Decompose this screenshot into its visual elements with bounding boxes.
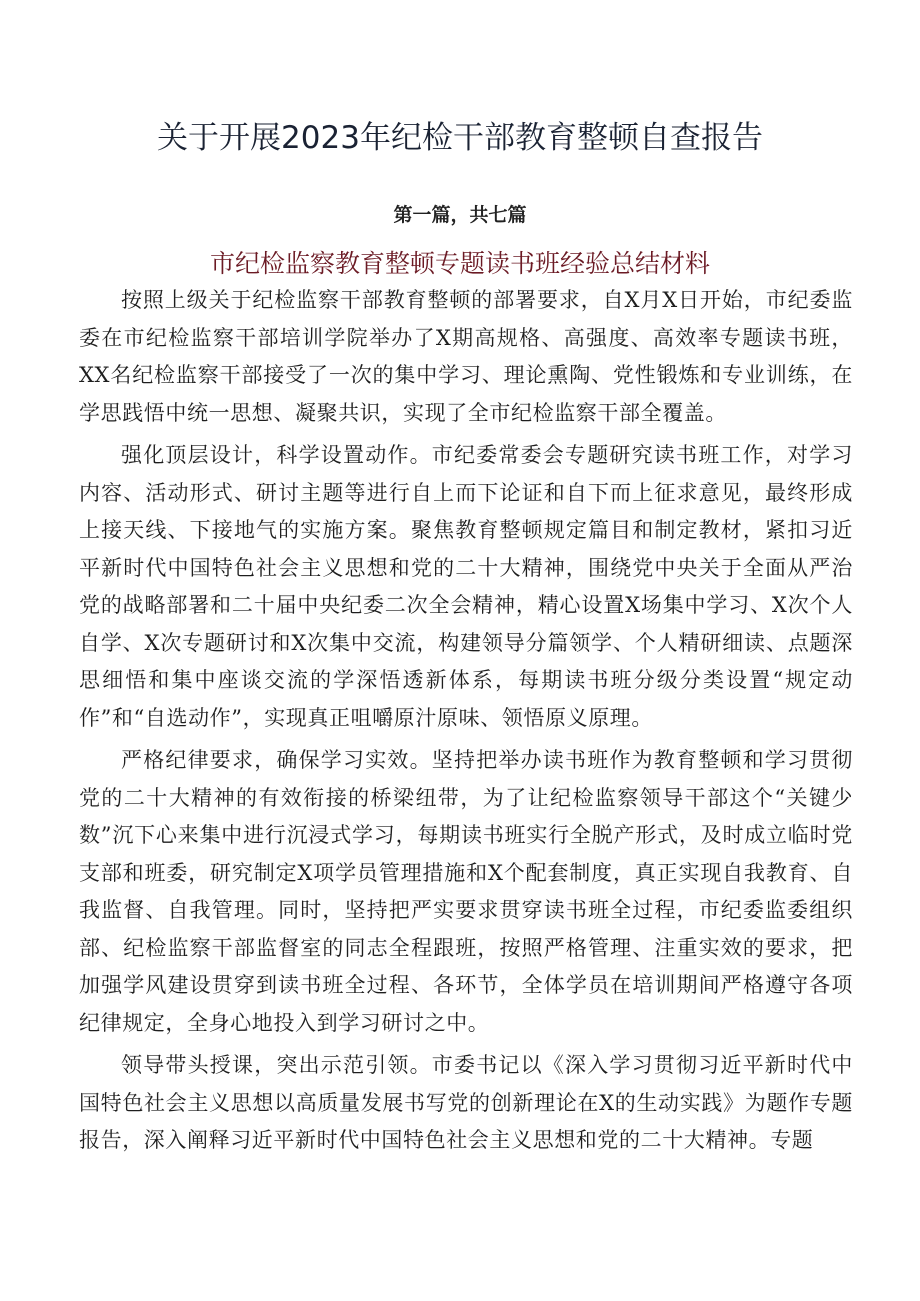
paragraph: 严格纪律要求，确保学习实效。坚持把举办读书班作为教育整顿和学习贯彻党的二十大精神的有效衔接的桥梁纽带，为了让纪检监察领导干部这个“关键少数”沉下心来集中进行沉浸式学习，每期读书班实行全脱产形式，及时成立临时党支部和班委，研究制定X项学员管理措施和X个配套制度，真正实现自我教育、自我监督、自我管理。同时，坚持把严实要求贯穿读书班全过程，市纪委监委组织部、纪检监察干部监督室的同志全程跟班，按照严格管理、注重实效的要求，把加强学风建设贯穿到读书班全过程、各环节，全体学员在培训期间严格遵守各项纪律规定，全身心地投入到学习研讨之中。 xyxy=(79,748,853,1035)
paragraph: 领导带头授课，突出示范引领。市委书记以《深入学习贯彻习近平新时代中国特色社会主义思想以高质量发展书写党的创新理论在X的生动实践》为题作专题报告，深入阐释习近平新时代中国特色社会主义思想和党的二十大精神。专题 xyxy=(79,1053,853,1152)
document-body xyxy=(79,282,853,1165)
paragraph: 强化顶层设计，科学设置动作。市纪委常委会专题研究读书班工作，对学习内容、活动形式、研讨主题等进行自上而下论证和自下而上征求意见，最终形成上接天线、下接地气的实施方案。聚焦教育整顿规定篇目和制定教材，紧扣习近平新时代中国特色社会主义思想和党的二十大精神，围绕党中央关于全面从严治党的战略部署和二十届中央纪委二次全会精神，精心设置X场集中学习、X次个人自学、X次专题研讨和X次集中交流，构建领导分篇领学、个人精研细读、点题深思细悟和集中座谈交流的学深悟透新体系，每期读书班分级分类设置“规定动作”和“自选动作”，实现真正咀嚼原汁原味、领悟原义原理。 xyxy=(79,443,853,730)
part-label: 第一篇，共七篇 xyxy=(393,204,527,226)
document-title: 关于开展2023年纪检干部教育整顿自查报告 xyxy=(157,120,763,156)
paragraph: 按照上级关于纪检监察干部教育整顿的部署要求，自X月X日开始，市纪委监委在市纪检监察干部培训学院举办了X期高规格、高强度、高效率专题读书班，XX名纪检监察干部接受了一次的集中学习、理论熏陶、党性锻炼和专业训练，在学思践悟中统一思想、凝聚共识，实现了全市纪检监察干部全覆盖。 xyxy=(79,288,853,425)
section-heading: 市纪检监察教育整顿专题读书班经验总结材料 xyxy=(209,249,710,278)
